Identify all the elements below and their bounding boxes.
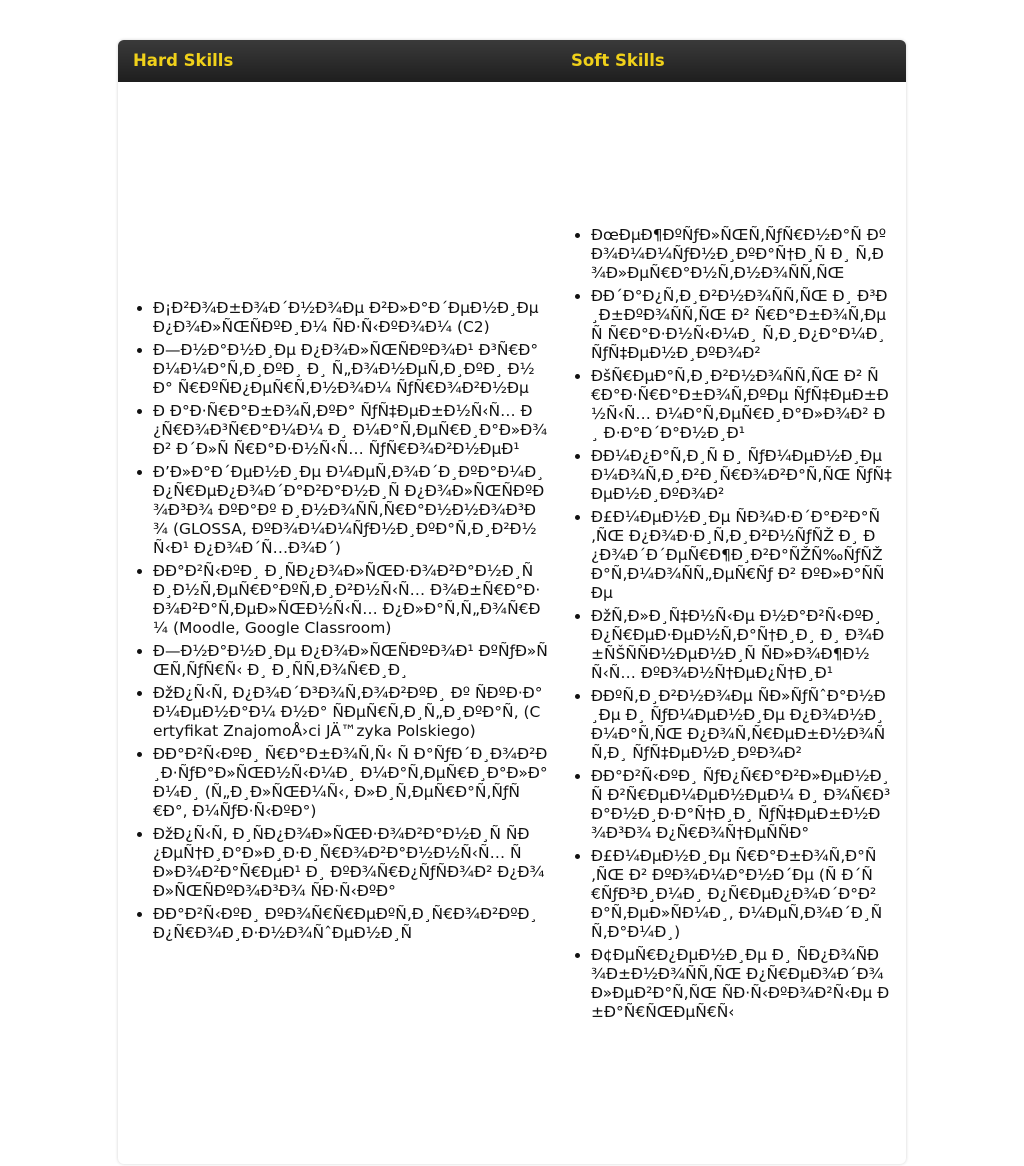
list-item: • ÐÐ°Ð²Ñ‹ÐºÐ¸ Ñ€Ð°Ð±Ð¾Ñ‚Ñ‹ Ñ Ð°ÑƒÐ´Ð¸Ð¾Ð²Ð¸Ð·ÑƒÐ°Ð»ÑŒÐ½Ñ‹Ð¼Ð¸ Ð¼Ð°Ñ‚ÐµÑ€Ð¸Ð°Ð»Ð°Ð¼Ð¸ (Ñ„Ð¸Ð»ÑŒÐ¼Ñ‹, Ð»Ð¸Ñ‚ÐµÑ€Ð°Ñ‚ÑƒÑ€Ð°, Ð¼ÑƒÐ·Ñ‹ÐºÐ°) [153, 745, 548, 821]
list-item: • ÐžÐ¿Ñ‹Ñ‚ Ð¸ÑÐ¿Ð¾Ð»ÑŒÐ·Ð¾Ð²Ð°Ð½Ð¸Ñ ÑÐ¿ÐµÑ†Ð¸Ð°Ð»Ð¸Ð·Ð¸Ñ€Ð¾Ð²Ð°Ð½Ð½Ñ‹Ñ… ÑÐ»Ð¾Ð²Ð°Ñ€ÐµÐ¹ Ð¸ ÐºÐ¾Ñ€Ð¿ÑƒÑÐ¾Ð² Ð¿Ð¾Ð»ÑŒÑÐºÐ¾Ð³Ð¾ ÑÐ·Ñ‹ÐºÐ° [153, 825, 548, 901]
list-item: • ÐÐ°Ð²Ñ‹ÐºÐ¸ ÑƒÐ¿Ñ€Ð°Ð²Ð»ÐµÐ½Ð¸Ñ Ð²Ñ€ÐµÐ¼ÐµÐ½ÐµÐ¼ Ð¸ Ð¾Ñ€Ð³Ð°Ð½Ð¸Ð·Ð°Ñ†Ð¸Ð¸ ÑƒÑ‡ÐµÐ±Ð½Ð¾Ð³Ð¾ Ð¿Ñ€Ð¾Ñ†ÐµÑÑÐ° [591, 767, 892, 843]
list-item: • Ð¡Ð²Ð¾Ð±Ð¾Ð´Ð½Ð¾Ðµ Ð²Ð»Ð°Ð´ÐµÐ½Ð¸Ðµ Ð¿Ð¾Ð»ÑŒÑÐºÐ¸Ð¼ ÑÐ·Ñ‹ÐºÐ¾Ð¼ (C2) [153, 299, 548, 337]
list-item: • Ð£Ð¼ÐµÐ½Ð¸Ðµ Ñ€Ð°Ð±Ð¾Ñ‚Ð°Ñ‚ÑŒ Ð² ÐºÐ¾Ð¼Ð°Ð½Ð´Ðµ (Ñ Ð´Ñ€ÑƒÐ³Ð¸Ð¼Ð¸ Ð¿Ñ€ÐµÐ¿Ð¾Ð´Ð°Ð²Ð°Ñ‚ÐµÐ»ÑÐ¼Ð¸, Ð¼ÐµÑ‚Ð¾Ð´Ð¸ÑÑ‚Ð°Ð¼Ð¸) [591, 847, 892, 942]
list-item: • Ð¢ÐµÑ€Ð¿ÐµÐ½Ð¸Ðµ Ð¸ ÑÐ¿Ð¾ÑÐ¾Ð±Ð½Ð¾ÑÑ‚ÑŒ Ð¿Ñ€ÐµÐ¾Ð´Ð¾Ð»ÐµÐ²Ð°Ñ‚ÑŒ ÑÐ·Ñ‹ÐºÐ¾Ð²Ñ‹Ðµ Ð±Ð°Ñ€ÑŒÐµÑ€Ñ‹ [591, 946, 892, 1022]
hard-skills-column [118, 82, 556, 1164]
skills-table [118, 40, 906, 1164]
list-item: • ÐœÐµÐ¶ÐºÑƒÐ»ÑŒÑ‚ÑƒÑ€Ð½Ð°Ñ ÐºÐ¾Ð¼Ð¼ÑƒÐ½Ð¸ÐºÐ°Ñ†Ð¸Ñ Ð¸ Ñ‚Ð¾Ð»ÐµÑ€Ð°Ð½Ñ‚Ð½Ð¾ÑÑ‚ÑŒ [591, 226, 892, 283]
list-item: • ÐÐºÑ‚Ð¸Ð²Ð½Ð¾Ðµ ÑÐ»ÑƒÑˆÐ°Ð½Ð¸Ðµ Ð¸ ÑƒÐ¼ÐµÐ½Ð¸Ðµ Ð¿Ð¾Ð½Ð¸Ð¼Ð°Ñ‚ÑŒ Ð¿Ð¾Ñ‚Ñ€ÐµÐ±Ð½Ð¾ÑÑ‚Ð¸ ÑƒÑ‡ÐµÐ½Ð¸ÐºÐ¾Ð² [591, 687, 892, 763]
list-item: • Ð—Ð½Ð°Ð½Ð¸Ðµ Ð¿Ð¾Ð»ÑŒÑÐºÐ¾Ð¹ ÐºÑƒÐ»ÑŒÑ‚ÑƒÑ€Ñ‹ Ð¸ Ð¸ÑÑ‚Ð¾Ñ€Ð¸Ð¸ [153, 642, 548, 680]
list-item: • ÐÐ°Ð²Ñ‹ÐºÐ¸ Ð¸ÑÐ¿Ð¾Ð»ÑŒÐ·Ð¾Ð²Ð°Ð½Ð¸Ñ Ð¸Ð½Ñ‚ÐµÑ€Ð°ÐºÑ‚Ð¸Ð²Ð½Ñ‹Ñ… Ð¾Ð±Ñ€Ð°Ð·Ð¾Ð²Ð°Ñ‚ÐµÐ»ÑŒÐ½Ñ‹Ñ… Ð¿Ð»Ð°Ñ‚Ñ„Ð¾Ñ€Ð¼ (Moodle, Google Classroom) [153, 562, 548, 638]
hard-skills-list [118, 299, 556, 947]
list-item: • Ð£Ð¼ÐµÐ½Ð¸Ðµ ÑÐ¾Ð·Ð´Ð°Ð²Ð°Ñ‚ÑŒ Ð¿Ð¾Ð·Ð¸Ñ‚Ð¸Ð²Ð½ÑƒÑŽ Ð¸ Ð¿Ð¾Ð´Ð´ÐµÑ€Ð¶Ð¸Ð²Ð°ÑŽÑ‰ÑƒÑŽ Ð°Ñ‚Ð¼Ð¾ÑÑ„ÐµÑ€Ñƒ Ð² ÐºÐ»Ð°ÑÑÐµ [591, 508, 892, 603]
list-item: • Ð’Ð»Ð°Ð´ÐµÐ½Ð¸Ðµ Ð¼ÐµÑ‚Ð¾Ð´Ð¸ÐºÐ°Ð¼Ð¸ Ð¿Ñ€ÐµÐ¿Ð¾Ð´Ð°Ð²Ð°Ð½Ð¸Ñ Ð¿Ð¾Ð»ÑŒÑÐºÐ¾Ð³Ð¾ ÐºÐ°Ðº Ð¸Ð½Ð¾ÑÑ‚Ñ€Ð°Ð½Ð½Ð¾Ð³Ð¾ (GLOSSA, ÐºÐ¾Ð¼Ð¼ÑƒÐ½Ð¸ÐºÐ°Ñ‚Ð¸Ð²Ð½Ñ‹Ð¹ Ð¿Ð¾Ð´Ñ…Ð¾Ð´) [153, 463, 548, 558]
list-item: • ÐžÐ¿Ñ‹Ñ‚ Ð¿Ð¾Ð´Ð³Ð¾Ñ‚Ð¾Ð²ÐºÐ¸ Ðº ÑÐºÐ·Ð°Ð¼ÐµÐ½Ð°Ð¼ Ð½Ð° ÑÐµÑ€Ñ‚Ð¸Ñ„Ð¸ÐºÐ°Ñ‚ (Certyfikat ZnajomoÅ›ci JÄ™zyka Polskiego) [153, 684, 548, 741]
hard-skills-heading: Hard Skills [133, 51, 234, 70]
list-item: • ÐžÑ‚Ð»Ð¸Ñ‡Ð½Ñ‹Ðµ Ð½Ð°Ð²Ñ‹ÐºÐ¸ Ð¿Ñ€ÐµÐ·ÐµÐ½Ñ‚Ð°Ñ†Ð¸Ð¸ Ð¸ Ð¾Ð±ÑŠÑÑÐ½ÐµÐ½Ð¸Ñ ÑÐ»Ð¾Ð¶Ð½Ñ‹Ñ… ÐºÐ¾Ð½Ñ†ÐµÐ¿Ñ†Ð¸Ð¹ [591, 607, 892, 683]
soft-skills-heading: Soft Skills [571, 51, 665, 70]
table-body [118, 82, 906, 1164]
list-item: • ÐÐ¼Ð¿Ð°Ñ‚Ð¸Ñ Ð¸ ÑƒÐ¼ÐµÐ½Ð¸Ðµ Ð¼Ð¾Ñ‚Ð¸Ð²Ð¸Ñ€Ð¾Ð²Ð°Ñ‚ÑŒ ÑƒÑ‡ÐµÐ½Ð¸ÐºÐ¾Ð² [591, 447, 892, 504]
list-item: • ÐÐ°Ð²Ñ‹ÐºÐ¸ ÐºÐ¾Ñ€Ñ€ÐµÐºÑ‚Ð¸Ñ€Ð¾Ð²ÐºÐ¸ Ð¿Ñ€Ð¾Ð¸Ð·Ð½Ð¾ÑˆÐµÐ½Ð¸Ñ [153, 905, 548, 943]
list-item: • Ð—Ð½Ð°Ð½Ð¸Ðµ Ð¿Ð¾Ð»ÑŒÑÐºÐ¾Ð¹ Ð³Ñ€Ð°Ð¼Ð¼Ð°Ñ‚Ð¸ÐºÐ¸ Ð¸ Ñ„Ð¾Ð½ÐµÑ‚Ð¸ÐºÐ¸ Ð½Ð° Ñ€ÐºÑÐ¿ÐµÑ€Ñ‚Ð½Ð¾Ð¼ ÑƒÑ€Ð¾Ð²Ð½Ðµ [153, 341, 548, 398]
table-header [118, 40, 906, 82]
list-item: • ÐÐ´Ð°Ð¿Ñ‚Ð¸Ð²Ð½Ð¾ÑÑ‚ÑŒ Ð¸ Ð³Ð¸Ð±ÐºÐ¾ÑÑ‚ÑŒ Ð² Ñ€Ð°Ð±Ð¾Ñ‚Ðµ Ñ Ñ€Ð°Ð·Ð½Ñ‹Ð¼Ð¸ Ñ‚Ð¸Ð¿Ð°Ð¼Ð¸ ÑƒÑ‡ÐµÐ½Ð¸ÐºÐ¾Ð² [591, 287, 892, 363]
list-item: • ÐšÑ€ÐµÐ°Ñ‚Ð¸Ð²Ð½Ð¾ÑÑ‚ÑŒ Ð² Ñ€Ð°Ð·Ñ€Ð°Ð±Ð¾Ñ‚ÐºÐµ ÑƒÑ‡ÐµÐ±Ð½Ñ‹Ñ… Ð¼Ð°Ñ‚ÐµÑ€Ð¸Ð°Ð»Ð¾Ð² Ð¸ Ð·Ð°Ð´Ð°Ð½Ð¸Ð¹ [591, 367, 892, 443]
soft-skills-list [556, 226, 906, 1026]
list-item: • Ð Ð°Ð·Ñ€Ð°Ð±Ð¾Ñ‚ÐºÐ° ÑƒÑ‡ÐµÐ±Ð½Ñ‹Ñ… Ð¿Ñ€Ð¾Ð³Ñ€Ð°Ð¼Ð¼ Ð¸ Ð¼Ð°Ñ‚ÐµÑ€Ð¸Ð°Ð»Ð¾Ð² Ð´Ð»Ñ Ñ€Ð°Ð·Ð½Ñ‹Ñ… ÑƒÑ€Ð¾Ð²Ð½ÐµÐ¹ [153, 402, 548, 459]
soft-skills-column [556, 82, 906, 1164]
